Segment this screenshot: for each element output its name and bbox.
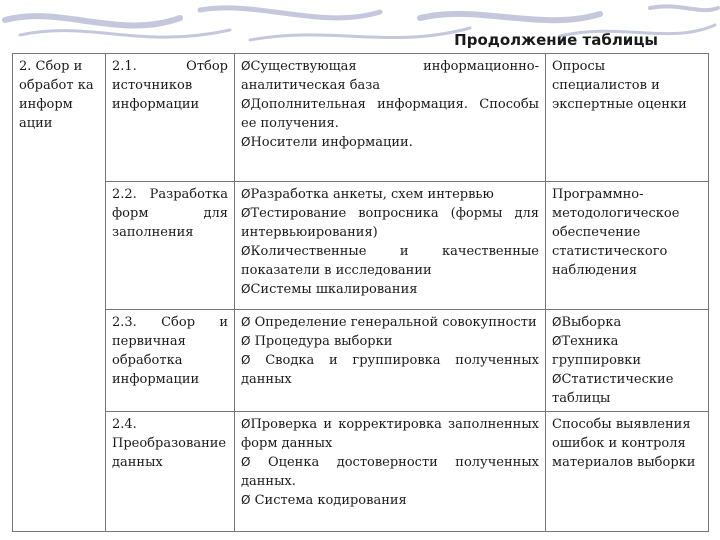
content-table	[12, 53, 709, 532]
content-item: ØСистемы шкалирования	[241, 282, 418, 297]
content-cell	[235, 54, 546, 182]
bullet-arrow-icon: Ø	[241, 334, 251, 348]
content-cell	[235, 182, 546, 310]
content-item: Ø Процедура выборки	[241, 334, 393, 349]
bullet-arrow-icon: Ø	[241, 187, 251, 201]
decorative-swirl-background	[0, 0, 720, 60]
bullet-arrow-icon: Ø	[241, 315, 251, 329]
bullet-arrow-icon: Ø	[241, 282, 251, 296]
content-cell	[235, 412, 546, 532]
bullet-arrow-icon: Ø	[241, 59, 251, 73]
bullet-arrow-icon: Ø	[241, 455, 251, 469]
content-item: Ø Система кодирования	[241, 493, 407, 508]
methods-cell	[546, 182, 709, 310]
bullet-arrow-icon: Ø	[241, 493, 251, 507]
bullet-arrow-icon: Ø	[241, 206, 251, 220]
method-item: ØВыборка	[552, 315, 622, 330]
content-item: Ø Сводка и группировка полученных данных	[241, 353, 539, 387]
bullet-arrow-icon: Ø	[552, 334, 562, 348]
bullet-arrow-icon: Ø	[241, 417, 251, 431]
stage-cell: 2. Сбор и обработ ка информ ации	[13, 54, 106, 532]
table-row	[13, 54, 709, 182]
content-item: ØКоличественные и качественные показатели в исследовании	[241, 244, 539, 278]
method-item: Способы выявления ошибок и контроля материалов выборки	[552, 417, 696, 470]
method-item: Программно-методологическое обеспечение статистического наблюдения	[552, 187, 680, 278]
content-item: ØСуществующая информационно-аналитическая база	[241, 59, 539, 93]
methods-cell	[546, 54, 709, 182]
methods-cell	[546, 310, 709, 412]
bullet-arrow-icon: Ø	[241, 353, 251, 367]
bullet-arrow-icon: Ø	[552, 372, 562, 386]
content-item: ØПроверка и корректировка заполненных форм данных	[241, 417, 539, 451]
content-cell	[235, 310, 546, 412]
bullet-arrow-icon: Ø	[241, 135, 251, 149]
bullet-arrow-icon: Ø	[241, 244, 251, 258]
table-row	[13, 182, 709, 310]
method-item: ØСтатистические таблицы	[552, 372, 674, 406]
table-row	[13, 310, 709, 412]
content-item: ØНосители информации.	[241, 135, 413, 150]
substage-cell: 2.3. Сбор и первичная обработка информации	[106, 310, 235, 412]
continuation-title: Продолжение таблицы	[454, 31, 658, 49]
content-item: ØРазработка анкеты, схем интервью	[241, 187, 494, 202]
content-item: Ø Оценка достоверности полученных данных.	[241, 455, 539, 489]
method-item: ØТехника группировки	[552, 334, 642, 368]
substage-cell: 2.2. Разработка форм для заполнения	[106, 182, 235, 310]
bullet-arrow-icon: Ø	[552, 315, 562, 329]
content-item: ØТестирование вопросника (формы для интервьюирования)	[241, 206, 539, 240]
bullet-arrow-icon: Ø	[241, 97, 251, 111]
methods-cell	[546, 412, 709, 532]
method-item: Опросы специалистов и экспертные оценки	[552, 59, 687, 112]
table-row	[13, 412, 709, 532]
substage-cell: 2.4. Преобразование данных	[106, 412, 235, 532]
content-item: ØДополнительная информация. Способы ее получения.	[241, 97, 539, 131]
substage-cell: 2.1. Отбор источников информации	[106, 54, 235, 182]
content-item: Ø Определение генеральной совокупности	[241, 315, 537, 330]
